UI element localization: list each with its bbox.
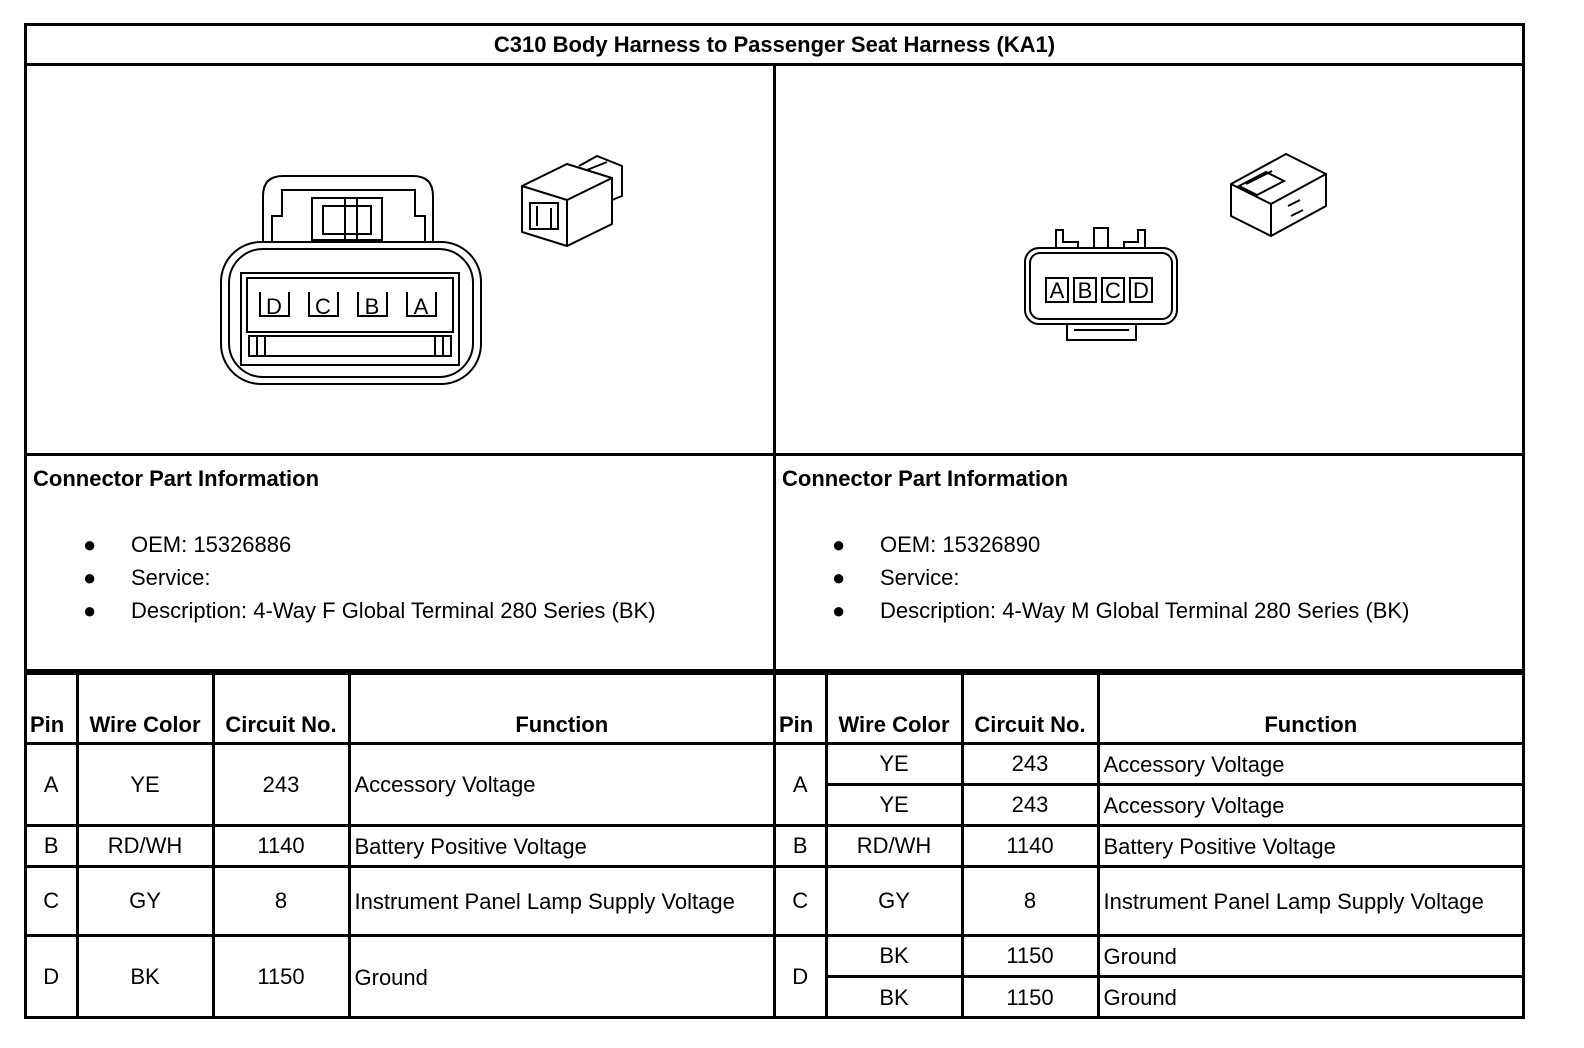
circuit-cell: 1150 xyxy=(962,936,1098,977)
function-cell: Battery Positive Voltage xyxy=(349,826,773,867)
pin-cell: C xyxy=(27,867,77,936)
right-face-label-c: C xyxy=(1105,278,1121,303)
left-description-item xyxy=(83,594,656,627)
right-description-item xyxy=(832,594,1409,627)
function-cell: Accessory Voltage xyxy=(349,744,773,826)
bullet-icon: ● xyxy=(83,565,97,590)
left-oem-item xyxy=(83,528,656,561)
circuit-cell: 243 xyxy=(213,744,349,826)
pin-cell: A xyxy=(776,744,826,826)
circuit-cell: 1140 xyxy=(213,826,349,867)
circuit-cell: 1140 xyxy=(962,826,1098,867)
left-oem-label: OEM: xyxy=(131,532,188,557)
circuit-cell: 8 xyxy=(213,867,349,936)
right-pinout-table xyxy=(776,672,1522,1019)
table-row xyxy=(27,826,773,867)
wire-color-cell: BK xyxy=(826,936,962,977)
left-part-info xyxy=(27,456,773,672)
wire-color-cell: BK xyxy=(826,977,962,1018)
header-pin: Pin xyxy=(776,674,826,744)
table-row xyxy=(27,867,773,936)
left-face-label-c: C xyxy=(315,294,331,319)
connector-sheet xyxy=(24,23,1525,1019)
right-face-label-b: B xyxy=(1077,278,1093,303)
table-row xyxy=(776,785,1522,826)
left-connector-panel xyxy=(27,66,776,1019)
table-row xyxy=(776,744,1522,785)
header-wire-color: Wire Color xyxy=(826,674,962,744)
left-info-heading: Connector Part Information xyxy=(33,466,320,491)
pin-cell: D xyxy=(27,936,77,1018)
right-face-label-d: D xyxy=(1133,278,1149,303)
header-wire-color: Wire Color xyxy=(77,674,213,744)
male-connector-3d-icon xyxy=(1231,154,1326,236)
table-row xyxy=(776,977,1522,1018)
wire-color-cell: GY xyxy=(826,867,962,936)
left-face-label-a: A xyxy=(413,294,429,319)
function-cell: Accessory Voltage xyxy=(1098,744,1522,785)
right-connector-panel xyxy=(776,66,1522,1019)
circuit-cell: 1150 xyxy=(962,977,1098,1018)
left-service-item xyxy=(83,561,656,594)
page-title: C310 Body Harness to Passenger Seat Harness (KA1) xyxy=(27,26,1522,66)
header-function: Function xyxy=(1098,674,1522,744)
table-row xyxy=(776,867,1522,936)
function-cell: Ground xyxy=(349,936,773,1018)
wire-color-cell: YE xyxy=(826,785,962,826)
circuit-cell: 243 xyxy=(962,785,1098,826)
header-circuit: Circuit No. xyxy=(962,674,1098,744)
bullet-icon: ● xyxy=(832,565,846,590)
wire-color-cell: YE xyxy=(826,744,962,785)
pin-cell: B xyxy=(776,826,826,867)
table-header-row xyxy=(776,674,1522,744)
female-connector-3d-icon xyxy=(522,156,622,246)
function-cell: Ground xyxy=(1098,936,1522,977)
left-pinout-table xyxy=(27,672,773,1018)
table-row xyxy=(27,744,773,826)
wire-color-cell: GY xyxy=(77,867,213,936)
right-description-label: Description: xyxy=(880,598,997,623)
left-info-list xyxy=(83,528,656,627)
right-info-list xyxy=(832,528,1409,627)
table-row xyxy=(27,936,773,1018)
bullet-icon: ● xyxy=(832,598,846,623)
function-cell: Instrument Panel Lamp Supply Voltage xyxy=(1098,867,1522,936)
wire-color-cell: BK xyxy=(77,936,213,1018)
right-service-item xyxy=(832,561,1409,594)
header-circuit: Circuit No. xyxy=(213,674,349,744)
right-info-heading: Connector Part Information xyxy=(782,466,1069,491)
male-connector-face-illustration xyxy=(776,66,1522,453)
table-row xyxy=(776,826,1522,867)
left-description-label: Description: xyxy=(131,598,248,623)
left-service-label: Service: xyxy=(131,565,211,590)
bullet-icon: ● xyxy=(83,532,97,557)
right-description-value: 4-Way M Global Terminal 280 Series (BK) xyxy=(1002,598,1410,623)
left-connector-drawing xyxy=(27,66,773,456)
right-oem-label: OEM: xyxy=(880,532,937,557)
right-part-info xyxy=(776,456,1522,672)
table-row xyxy=(776,936,1522,977)
function-cell: Ground xyxy=(1098,977,1522,1018)
bullet-icon: ● xyxy=(83,598,97,623)
right-service-label: Service: xyxy=(880,565,960,590)
right-face-label-a: A xyxy=(1049,278,1065,303)
right-oem-item xyxy=(832,528,1409,561)
function-cell: Accessory Voltage xyxy=(1098,785,1522,826)
header-pin: Pin xyxy=(27,674,77,744)
left-oem-value: 15326886 xyxy=(193,532,292,557)
table-header-row xyxy=(27,674,773,744)
wire-color-cell: YE xyxy=(77,744,213,826)
wire-color-cell: RD/WH xyxy=(826,826,962,867)
female-connector-face-illustration xyxy=(27,66,773,453)
circuit-cell: 243 xyxy=(962,744,1098,785)
right-oem-value: 15326890 xyxy=(942,532,1041,557)
left-face-label-d: D xyxy=(266,294,282,319)
circuit-cell: 8 xyxy=(962,867,1098,936)
left-description-value: 4-Way F Global Terminal 280 Series (BK) xyxy=(253,598,656,623)
pin-cell: D xyxy=(776,936,826,1018)
pin-cell: C xyxy=(776,867,826,936)
header-function: Function xyxy=(349,674,773,744)
pin-cell: B xyxy=(27,826,77,867)
right-connector-drawing xyxy=(776,66,1522,456)
function-cell: Battery Positive Voltage xyxy=(1098,826,1522,867)
circuit-cell: 1150 xyxy=(213,936,349,1018)
wire-color-cell: RD/WH xyxy=(77,826,213,867)
bullet-icon: ● xyxy=(832,532,846,557)
left-face-label-b: B xyxy=(364,294,380,319)
function-cell: Instrument Panel Lamp Supply Voltage xyxy=(349,867,773,936)
pin-cell: A xyxy=(27,744,77,826)
